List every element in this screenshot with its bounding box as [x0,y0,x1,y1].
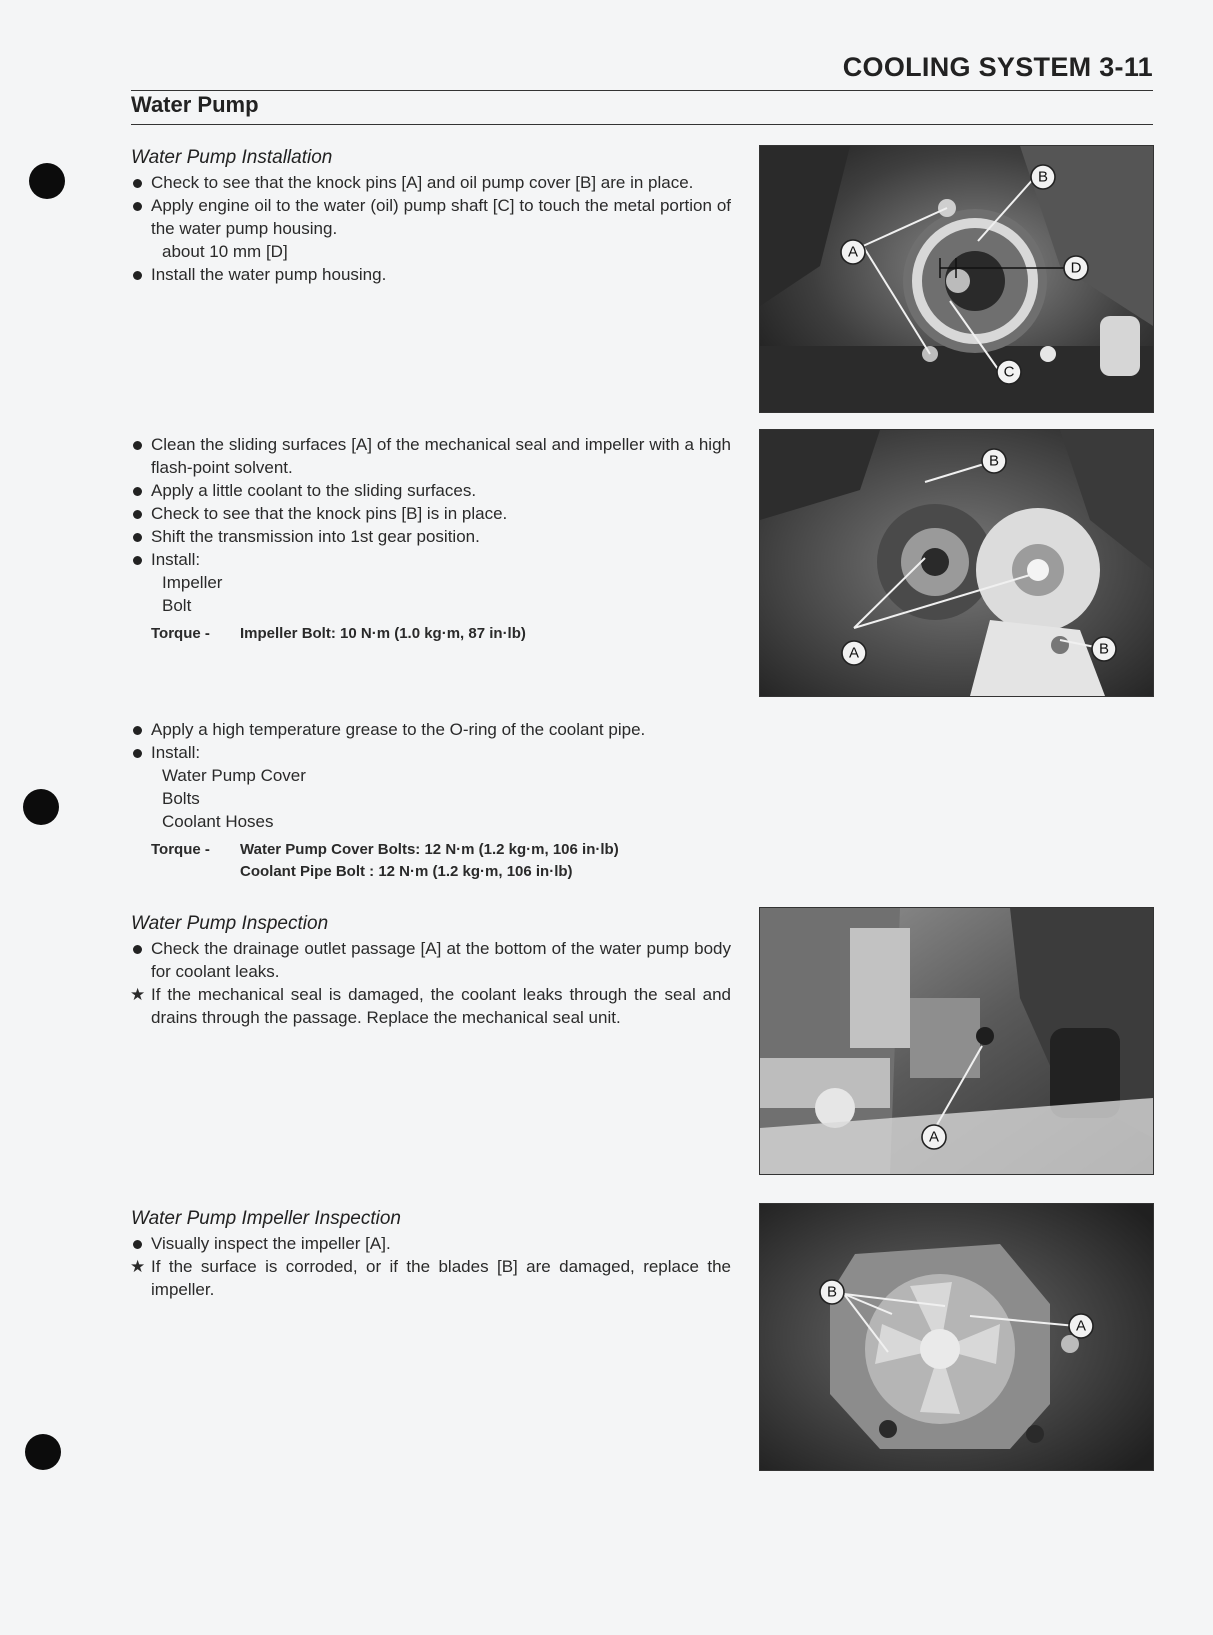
callout-c [997,360,1021,384]
callout-a [842,641,866,665]
part-name: Bolt [162,596,192,615]
impeller-inspection-steps [131,1232,731,1301]
part-name: Impeller [162,573,223,592]
list-item: Check the drainage outlet passage [A] at the bottom of the water pump body for coolant leaks. [131,937,731,983]
svg-text:C: C [1003,363,1015,381]
bullet-icon [133,202,142,211]
callout-b [1092,637,1116,661]
list-item: Install: [131,548,731,571]
callout-a [1069,1314,1093,1338]
photo-impeller-seal [759,429,1154,697]
callout-a [922,1125,946,1149]
part-name: Water Pump Cover [162,766,306,785]
installation-steps-2 [131,433,731,645]
callout-b [1031,165,1055,189]
shaft-depth-note: about 10 mm [D] [162,242,288,261]
svg-text:A: A [1075,1317,1087,1335]
binder-hole-top [29,163,65,199]
list-item: Apply a high temperature grease to the O-ring of the coolant pipe. [131,718,731,741]
binder-hole-middle [23,789,59,825]
bullet-icon [133,1240,142,1249]
callout-d [1064,256,1088,280]
torque-label: Torque - [151,625,210,642]
svg-text:B: B [1037,168,1049,186]
svg-text:B: B [826,1283,838,1301]
part-name: Coolant Hoses [162,812,274,831]
list-item: Shift the transmission into 1st gear position. [131,525,731,548]
svg-text:A: A [928,1128,940,1146]
star-icon: ★ [130,1257,146,1276]
bullet-icon [133,487,142,496]
list-item: Install the water pump housing. [131,263,731,286]
bullet-icon [133,441,142,450]
page-header: COOLING SYSTEM 3-11 [842,52,1153,82]
installation-steps-3 [131,718,731,883]
torque-spec [131,839,731,883]
list-item: Clean the sliding surfaces [A] of the mechanical seal and impeller with a high flash-point solvent. [131,433,731,479]
svg-text:B: B [1098,640,1110,658]
list-item: Check to see that the knock pins [B] is in place. [131,502,731,525]
torque-value: Water Pump Cover Bolts: 12 N·m (1.2 kg·m, 106 in·lb) [240,841,619,858]
list-item: ★ If the mechanical seal is damaged, the coolant leaks through the seal and drains through the passage. Replace the mechanical seal unit. [130,985,731,1027]
list-item: Check to see that the knock pins [A] and oil pump cover [B] are in place. [131,171,731,194]
star-icon: ★ [130,985,146,1004]
svg-text:A: A [847,243,859,261]
bullet-icon [133,533,142,542]
list-item: ★ If the surface is corroded, or if the blades [B] are damaged, replace the impeller. [130,1257,731,1299]
impeller-inspection-heading: Water Pump Impeller Inspection [131,1208,401,1229]
binder-hole-bottom [25,1434,61,1470]
installation-steps-1 [131,171,731,286]
installation-heading: Water Pump Installation [131,147,333,168]
torque-value: Coolant Pipe Bolt : 12 N·m (1.2 kg·m, 106 in·lb) [240,863,573,880]
bullet-icon [133,510,142,519]
list-item: Apply engine oil to the water (oil) pump shaft [C] to touch the metal portion of the water pump housing. [131,194,731,240]
torque-value: Impeller Bolt: 10 N·m (1.0 kg·m, 87 in·lb) [240,625,526,642]
bullet-icon [133,945,142,954]
section-rule [131,124,1153,125]
torque-spec [131,623,731,645]
svg-text:B: B [988,452,1000,470]
part-name: Bolts [162,789,200,808]
callout-b [982,449,1006,473]
section-title: Water Pump [131,92,259,117]
bullet-icon [133,556,142,565]
callout-a [841,240,865,264]
photo-drainage-passage [759,907,1154,1175]
torque-label: Torque - [151,841,210,858]
list-item: Install: [131,741,731,764]
inspection-steps [131,937,731,1029]
list-item: Apply a little coolant to the sliding surfaces. [131,479,731,502]
svg-text:A: A [848,644,860,662]
header-rule [131,90,1153,91]
bullet-icon [133,726,142,735]
inspection-heading: Water Pump Inspection [131,913,329,934]
bullet-icon [133,749,142,758]
bullet-icon [133,271,142,280]
photo-pump-housing [759,145,1154,413]
svg-text:D: D [1070,259,1082,277]
callout-b [820,1280,844,1304]
photo-impeller [759,1203,1154,1471]
list-item: Visually inspect the impeller [A]. [131,1232,731,1255]
bullet-icon [133,179,142,188]
